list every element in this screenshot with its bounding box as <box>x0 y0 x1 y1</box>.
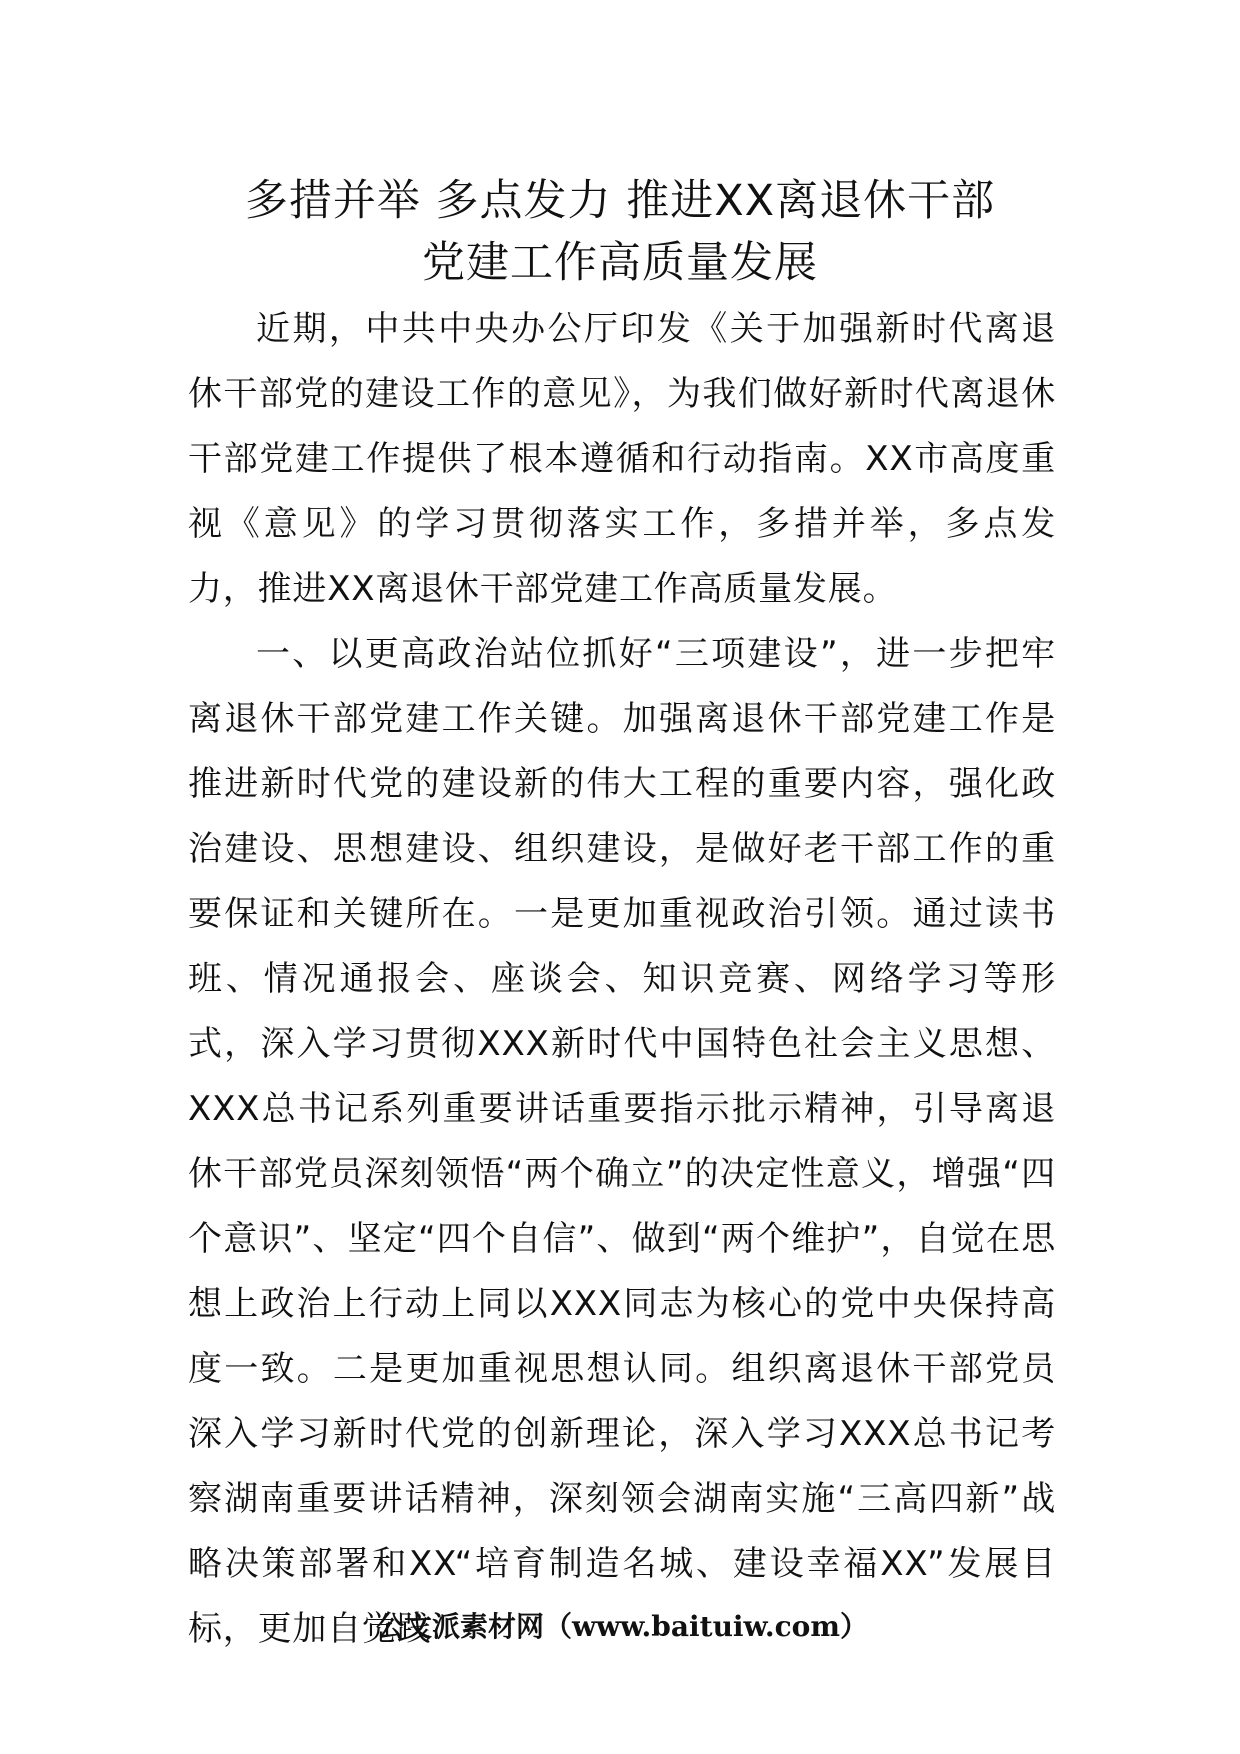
document-body <box>188 297 1056 1662</box>
paragraph-intro: 近期，中共中央办公厅印发《关于加强新时代离退休干部党的建设工作的意见》，为我们做好新时代离退休干部党建工作提供了根本遵循和行动指南。XX市高度重视《意见》的学习贯彻落实工作，多措并举，多点发力，推进XX离退休干部党建工作高质量发展。 <box>188 309 1056 609</box>
document-title-line-1: 多措并举 多点发力 推进XX离退休干部 <box>244 176 996 226</box>
paragraph-section-one: 一、以更高政治站位抓好“三项建设”，进一步把牢离退休干部党建工作关键。加强离退休干部党建工作是推进新时代党的建设新的伟大工程的重要内容，强化政治建设、思想建设、组织建设，是做好老干部工作的重要保证和关键所在。一是更加重视政治引领。通过读书班、情况通报会、座谈会、知识竞赛、网络学习等形式，深入学习贯彻XXX新时代中国特色社会主义思想、XXX总书记系列重要讲话重要指示批示精神，引导离退休干部党员深刻领悟“两个确立”的决定性意义，增强“四个意识”、坚定“四个自信”、做到“两个维护”，自觉在思想上政治上行动上同以XXX同志为核心的党中央保持高度一致。二是更加重视思想认同。组织离退休干部党员深入学习新时代党的创新理论，深入学习XXX总书记考察湖南重要讲话精神，深刻领会湖南实施“三高四新”战略决策部署和XX“培育制造名城、建设幸福XX”发展目标，更加自觉践 <box>188 634 1056 1649</box>
footer-source-text: 公文派素材网（www.baituiw.com） <box>376 1610 868 1643</box>
document-title-line-2: 党建工作高质量发展 <box>422 238 818 288</box>
